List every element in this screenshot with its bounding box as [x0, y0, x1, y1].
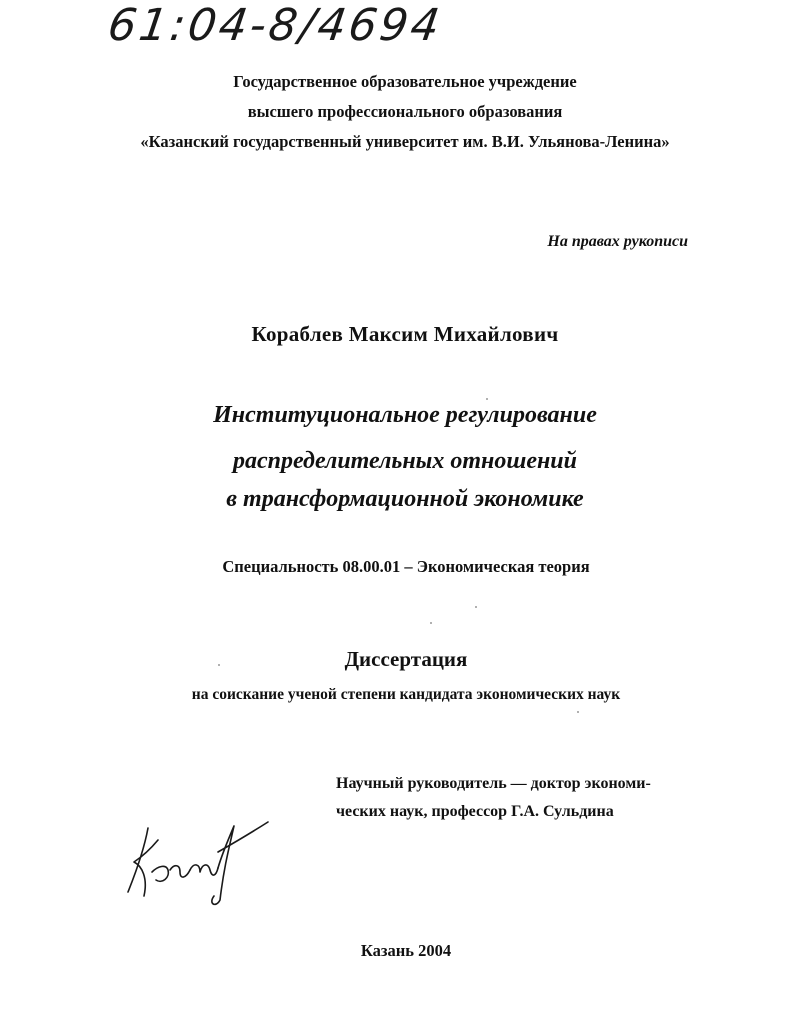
- city-year: Казань 2004: [360, 941, 452, 960]
- specialty: Специальность 08.00.01 – Экономическая теория: [222, 557, 590, 576]
- supervisor-line-1: Научный руководитель — доктор экономи-: [336, 775, 651, 792]
- scan-speck: [430, 622, 432, 624]
- scan-speck: [475, 606, 477, 608]
- scan-speck: [486, 398, 488, 400]
- degree-line: на соискание ученой степени кандидата экономических наук: [191, 686, 621, 703]
- supervisor-line-2: ческих наук, профессор Г.А. Сульдина: [336, 803, 614, 820]
- institution-line-2: высшего профессионального образования: [247, 102, 563, 121]
- handwritten-signature: [118, 800, 278, 910]
- author-name: Кораблев Максим Михайлович: [251, 322, 559, 346]
- scan-speck: [577, 711, 579, 713]
- scan-speck: [218, 664, 220, 666]
- archive-code: 61:04-8/4694: [104, 0, 446, 51]
- institution-line-1: Государственное образовательное учреждение: [233, 72, 577, 91]
- document-type: Диссертация: [344, 647, 468, 671]
- institution-line-3: «Казанский государственный университет им. В.И. Ульянова-Ленина»: [140, 132, 670, 151]
- title-line-2: распределительных отношений: [232, 448, 577, 474]
- manuscript-rights: На правах рукописи: [547, 233, 688, 250]
- title-line-3: в трансформационной экономике: [226, 486, 584, 512]
- title-line-1: Институциональное регулирование: [213, 402, 597, 428]
